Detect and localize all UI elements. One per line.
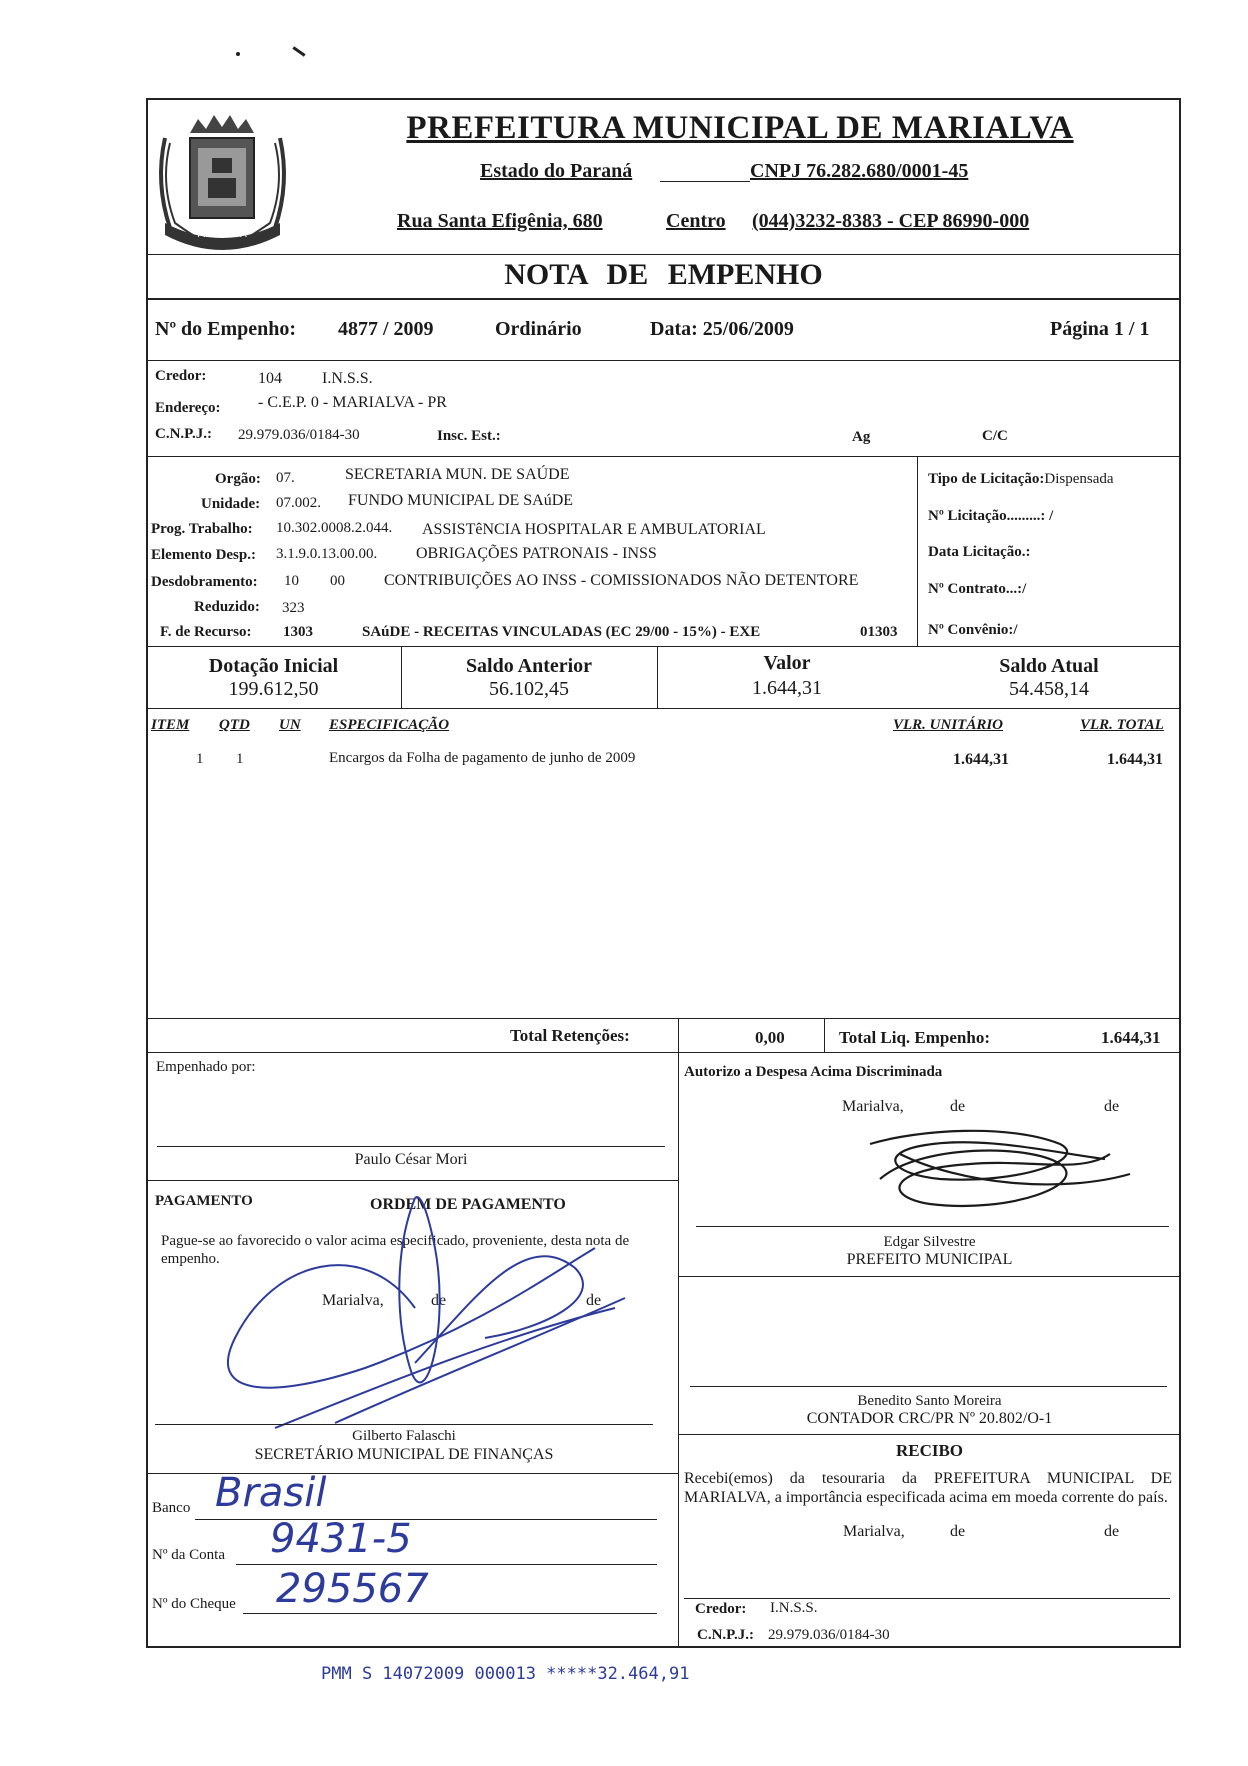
fonte-name: SAúDE - RECEITAS VINCULADAS (EC 29/00 - 15%) - EXE: [362, 624, 761, 640]
saldo-atual-value: 54.458,14: [1009, 678, 1089, 700]
coat-of-arms-icon: [150, 103, 295, 253]
data-licitacao-label: Data Licitação.:: [928, 544, 1031, 560]
divider: [824, 1018, 825, 1052]
signature-line: [696, 1226, 1169, 1227]
row-vlr-total: 1.644,31: [1107, 751, 1163, 768]
page-number: Página 1 / 1: [1050, 318, 1150, 340]
fonte-label: F. de Recurso:: [160, 624, 252, 640]
conta-value: 9431-5: [270, 1516, 412, 1562]
saldo-anterior-label: Saldo Anterior: [465, 655, 593, 677]
divider: [146, 1180, 678, 1181]
signature-line: [157, 1146, 665, 1147]
col-vlr-unitario: VLR. UNITÁRIO: [893, 717, 1004, 733]
recibo-cnpj-label: C.N.P.J.:: [697, 1627, 754, 1643]
valor-value: 1.644,31: [752, 677, 822, 699]
signature-line: [684, 1598, 1170, 1599]
state-underline: [660, 181, 750, 182]
signature-line: [690, 1386, 1167, 1387]
desdobramento-name: CONTRIBUIÇÕES AO INSS - COMISSIONADOS NÃO DETENTORE: [384, 572, 859, 589]
elemento-label: Elemento Desp.:: [151, 547, 256, 563]
divider: [146, 1018, 1181, 1019]
col-especificacao: ESPECIFICAÇÃO: [329, 717, 450, 733]
conta-label: Nº da Conta: [152, 1547, 225, 1563]
cc-label: C/C: [982, 428, 1008, 444]
banco-label: Banco: [152, 1500, 191, 1516]
address: Rua Santa Efigênia, 680: [397, 210, 603, 232]
autorizo-de2: de: [1104, 1098, 1120, 1115]
fonte-code: 1303: [283, 624, 313, 640]
unidade-name: FUNDO MUNICIPAL DE SAúDE: [348, 492, 574, 509]
unidade-code: 07.002.: [276, 495, 321, 511]
signature-line: [155, 1424, 653, 1425]
pagamento-city: Marialva,: [322, 1292, 384, 1309]
banco-value: Brasil: [215, 1470, 327, 1516]
divider: [678, 1018, 679, 1052]
empenho-date: Data: 25/06/2009: [650, 318, 794, 340]
empenho-number: 4877 / 2009: [338, 318, 434, 340]
ag-label: Ag: [852, 429, 871, 445]
page-title: PREFEITURA MUNICIPAL DE MARIALVA: [406, 110, 1074, 146]
divider: [146, 254, 1181, 255]
endereco-label: Endereço:: [155, 400, 221, 416]
field-line: [236, 1564, 657, 1565]
divider: [146, 360, 1181, 361]
dotacao-label: Dotação Inicial: [208, 655, 339, 677]
credor-name: I.N.S.S.: [322, 370, 373, 387]
field-line: [243, 1613, 657, 1614]
phone-cep: (044)3232-8383 - CEP 86990-000: [752, 210, 1030, 232]
row-qtd: 1: [236, 751, 244, 767]
credor-cnpj: 29.979.036/0184-30: [238, 427, 360, 443]
cheque-label: Nº do Cheque: [152, 1596, 236, 1612]
divider: [146, 708, 1181, 709]
desdobramento-code2: 00: [330, 573, 345, 589]
saldo-anterior-value: 56.102,45: [489, 678, 569, 700]
reduzido-value: 323: [282, 600, 305, 616]
total-retencoes-value: 0,00: [755, 1028, 785, 1047]
bank-stamp: PMM S 14072009 000013 *****32.464,91: [321, 1664, 690, 1684]
stray-mark: [236, 52, 240, 56]
recibo-title: RECIBO: [895, 1441, 964, 1460]
empenhado-por-label: Empenhado por:: [156, 1059, 256, 1075]
recibo-city: Marialva,: [843, 1523, 905, 1540]
col-un: UN: [279, 717, 301, 733]
secretary-name: Gilberto Falaschi: [352, 1428, 456, 1444]
divider: [146, 298, 1181, 300]
field-line: [195, 1519, 657, 1520]
divider: [146, 456, 1181, 457]
desdobramento-label: Desdobramento:: [151, 574, 258, 590]
orgao-code: 07.: [276, 470, 295, 486]
endereco-value: - C.E.P. 0 - MARIALVA - PR: [258, 394, 447, 411]
contrato-label: Nº Contrato...:/: [928, 581, 1027, 597]
recibo-text: Recebi(emos) da tesouraria da PREFEITURA MUNICIPAL DE MARIALVA, a importância especificada acima em moeda corrente do país.: [684, 1470, 1172, 1506]
recibo-credor: I.N.S.S.: [770, 1600, 818, 1616]
dotacao-value: 199.612,50: [228, 678, 319, 700]
valor-label: Valor: [763, 652, 811, 674]
ordem-pagamento-title: ORDEM DE PAGAMENTO: [370, 1196, 566, 1213]
licitacao-number-label: Nº Licitação.........: /: [928, 508, 1054, 524]
pagamento-label: PAGAMENTO: [155, 1193, 253, 1209]
elemento-code: 3.1.9.0.13.00.00.: [276, 546, 378, 562]
prog-code: 10.302.0008.2.044.: [276, 520, 393, 536]
pagamento-text: Pague-se ao favorecido o valor acima especificado, proveniente, desta nota de empenho.: [161, 1233, 630, 1267]
orgao-name: SECRETARIA MUN. DE SAÚDE: [345, 466, 570, 483]
elemento-name: OBRIGAÇÕES PATRONAIS - INSS: [416, 545, 657, 562]
prog-name: ASSISTêNCIA HOSPITALAR E AMBULATORIAL: [422, 521, 766, 538]
contador-role: CONTADOR CRC/PR Nº 20.802/O-1: [806, 1410, 1053, 1427]
district: Centro: [666, 210, 726, 232]
divider: [678, 1434, 1181, 1435]
unidade-label: Unidade:: [201, 496, 261, 512]
empenhado-por-name: Paulo César Mori: [354, 1151, 468, 1168]
secretary-signature-icon: [215, 1188, 635, 1438]
saldo-atual-label: Saldo Atual: [999, 655, 1099, 677]
mayor-name: Edgar Silvestre: [883, 1234, 976, 1250]
prog-label: Prog. Trabalho:: [151, 521, 253, 537]
divider: [678, 1052, 679, 1648]
divider: [146, 646, 1181, 647]
insc-label: Insc. Est.:: [437, 428, 501, 444]
document-title: NOTA DE EMPENHO: [504, 258, 823, 291]
cheque-value: 295567: [276, 1566, 429, 1612]
empenho-type: Ordinário: [495, 318, 582, 340]
total-liquido-label: Total Liq. Empenho:: [839, 1028, 990, 1047]
contador-name: Benedito Santo Moreira: [857, 1393, 1002, 1409]
cnpj-label: C.N.P.J.:: [155, 426, 212, 442]
divider: [917, 456, 918, 646]
tipo-licitacao-value: Dispensada: [1044, 471, 1114, 487]
col-item: ITEM: [151, 717, 190, 733]
orgao-label: Orgão:: [215, 471, 261, 487]
credor-code: 104: [258, 370, 282, 387]
col-qtd: QTD: [219, 717, 250, 733]
credor-label: Credor:: [155, 368, 207, 384]
autorizo-label: Autorizo a Despesa Acima Discriminada: [684, 1064, 943, 1080]
recibo-credor-label: Credor:: [695, 1601, 747, 1617]
reduzido-label: Reduzido:: [194, 599, 260, 615]
stray-mark: [292, 46, 305, 56]
total-liquido-value: 1.644,31: [1101, 1028, 1161, 1047]
svg-text:MARIALVA: MARIALVA: [197, 229, 247, 240]
divider: [146, 1052, 1181, 1053]
secretary-role: SECRETÁRIO MUNICIPAL DE FINANÇAS: [254, 1446, 554, 1463]
row-item: 1: [196, 751, 204, 767]
empenho-label: Nº do Empenho:: [155, 318, 297, 340]
pagamento-de1: de: [431, 1292, 447, 1309]
recibo-cnpj: 29.979.036/0184-30: [768, 1627, 890, 1643]
recibo-de2: de: [1104, 1523, 1120, 1540]
row-vlr-unitario: 1.644,31: [953, 751, 1009, 768]
mayor-signature-icon: [860, 1124, 1140, 1224]
convenio-label: Nº Convênio:/: [928, 622, 1018, 638]
autorizo-city: Marialva,: [842, 1098, 904, 1115]
mayor-role: PREFEITO MUNICIPAL: [846, 1251, 1013, 1268]
row-especificacao: Encargos da Folha de pagamento de junho de 2009: [329, 750, 636, 766]
total-retencoes-label: Total Retenções:: [510, 1026, 630, 1045]
fonte-code2: 01303: [860, 624, 898, 640]
autorizo-de1: de: [950, 1098, 966, 1115]
tipo-licitacao-label: Tipo de Licitação:Dispensada: [928, 471, 1114, 487]
desdobramento-code1: 10: [284, 573, 299, 589]
col-vlr-total: VLR. TOTAL: [1080, 717, 1164, 733]
state-label: Estado do Paraná: [480, 160, 633, 182]
divider: [678, 1276, 1181, 1277]
municipal-cnpj: CNPJ 76.282.680/0001-45: [750, 160, 969, 182]
pagamento-de2: de: [586, 1292, 602, 1309]
recibo-de1: de: [950, 1523, 966, 1540]
